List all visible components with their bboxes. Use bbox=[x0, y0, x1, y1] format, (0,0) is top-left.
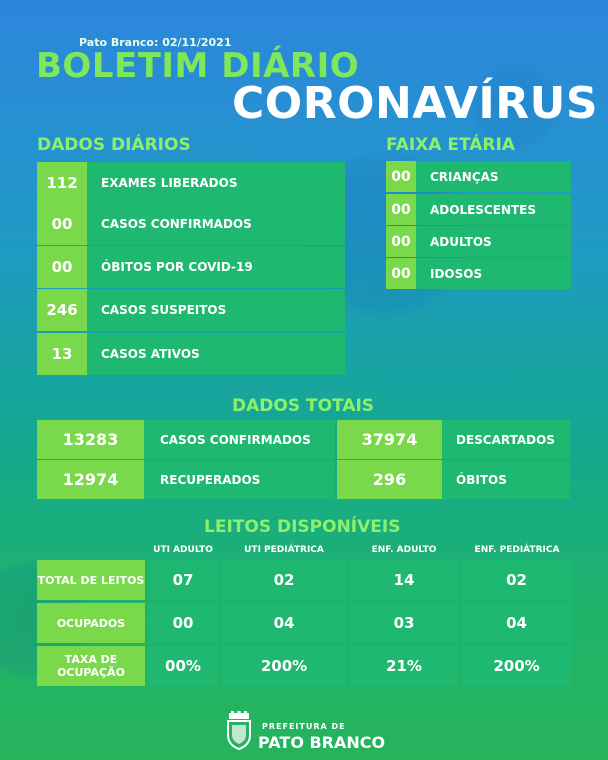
daily-value: 00 bbox=[37, 246, 87, 288]
age-label: ADULTOS bbox=[416, 226, 571, 257]
totals-row bbox=[337, 460, 570, 499]
beds-value: 07 bbox=[148, 560, 218, 600]
age-label: CRIANÇAS bbox=[416, 161, 571, 192]
daily-value: 00 bbox=[37, 203, 87, 245]
age-row bbox=[386, 194, 571, 225]
beds-column-header: UTI PEDIÁTRICA bbox=[244, 545, 324, 555]
beds-row-label: OCUPADOS bbox=[37, 603, 145, 643]
beds-value: 14 bbox=[350, 560, 458, 600]
totals-row bbox=[37, 460, 335, 499]
beds-column-header: ENF. ADULTO bbox=[371, 545, 437, 555]
daily-row bbox=[37, 162, 345, 204]
totals-label: CASOS CONFIRMADOS bbox=[144, 420, 335, 459]
totals-value: 13283 bbox=[37, 420, 144, 459]
totals-label: ÓBITOS bbox=[442, 460, 570, 499]
footer-city-name: PATO BRANCO bbox=[258, 733, 386, 752]
bulletin-date: Pato Branco: 02/11/2021 bbox=[79, 36, 232, 49]
beds-value: 200% bbox=[221, 646, 347, 686]
daily-label: ÓBITOS POR COVID-19 bbox=[87, 246, 345, 288]
beds-value: 03 bbox=[350, 603, 458, 643]
city-crest-icon bbox=[225, 711, 253, 751]
totals-value: 296 bbox=[337, 460, 442, 499]
daily-label: CASOS SUSPEITOS bbox=[87, 289, 345, 331]
beds-value: 02 bbox=[221, 560, 347, 600]
age-label: ADOLESCENTES bbox=[416, 194, 571, 225]
age-row bbox=[386, 258, 571, 289]
age-range-heading: FAIXA ETÁRIA bbox=[386, 135, 515, 155]
totals-row bbox=[37, 420, 335, 459]
beds-heading: LEITOS DISPONÍVEIS bbox=[204, 517, 401, 537]
age-value: 00 bbox=[386, 258, 416, 289]
age-value: 00 bbox=[386, 226, 416, 257]
totals-row bbox=[337, 420, 570, 459]
daily-row bbox=[37, 289, 345, 331]
beds-column-header: UTI ADULTO bbox=[153, 545, 213, 555]
daily-row bbox=[37, 333, 345, 375]
age-label: IDOSOS bbox=[416, 258, 571, 289]
age-value: 00 bbox=[386, 194, 416, 225]
beds-value: 04 bbox=[221, 603, 347, 643]
totals-label: RECUPERADOS bbox=[144, 460, 335, 499]
beds-column-header: ENF. PEDIÁTRICA bbox=[474, 545, 560, 555]
totals-value: 12974 bbox=[37, 460, 144, 499]
beds-value: 00 bbox=[148, 603, 218, 643]
footer-prefeitura-label: PREFEITURA DE bbox=[262, 722, 346, 731]
beds-value: 00% bbox=[148, 646, 218, 686]
beds-row-label: TAXA DE OCUPAÇÃO bbox=[37, 646, 145, 686]
daily-row bbox=[37, 246, 345, 288]
totals-heading: DADOS TOTAIS bbox=[232, 396, 375, 416]
beds-row-label: TOTAL DE LEITOS bbox=[37, 560, 145, 600]
daily-data-heading: DADOS DIÁRIOS bbox=[37, 135, 191, 155]
totals-label: DESCARTADOS bbox=[442, 420, 570, 459]
beds-value: 200% bbox=[461, 646, 572, 686]
age-value: 00 bbox=[386, 161, 416, 192]
bulletin-subtitle: CORONAVÍRUS bbox=[232, 78, 599, 129]
daily-value: 13 bbox=[37, 333, 87, 375]
age-row bbox=[386, 226, 571, 257]
daily-value: 246 bbox=[37, 289, 87, 331]
beds-value: 02 bbox=[461, 560, 572, 600]
daily-label: CASOS CONFIRMADOS bbox=[87, 203, 345, 245]
daily-row bbox=[37, 203, 345, 245]
age-row bbox=[386, 161, 571, 192]
bulletin-title: BOLETIM DIÁRIO bbox=[36, 46, 360, 86]
totals-value: 37974 bbox=[337, 420, 442, 459]
daily-label: EXAMES LIBERADOS bbox=[87, 162, 345, 204]
beds-value: 21% bbox=[350, 646, 458, 686]
beds-value: 04 bbox=[461, 603, 572, 643]
daily-value: 112 bbox=[37, 162, 87, 204]
daily-label: CASOS ATIVOS bbox=[87, 333, 345, 375]
